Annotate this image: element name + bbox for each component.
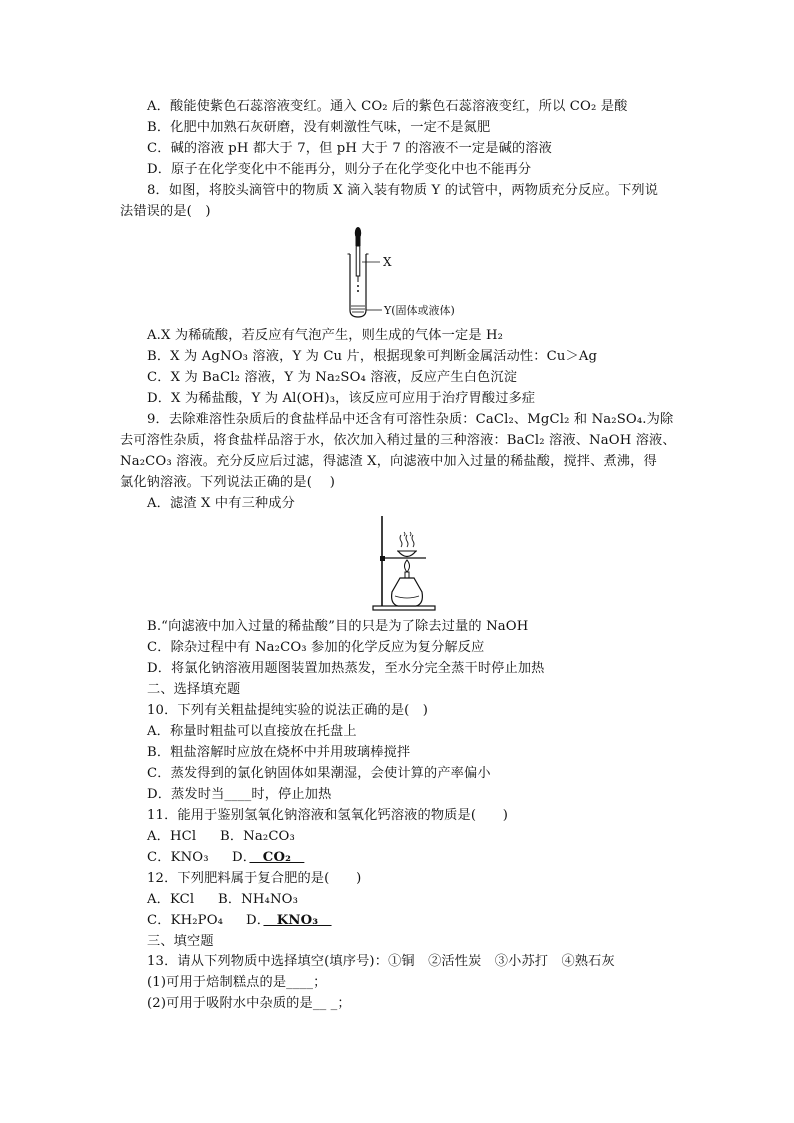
- q12-stem: 12．下列肥料属于复合肥的是( ): [147, 871, 362, 886]
- section-2-heading: 二、选择填充题: [147, 682, 241, 697]
- q7-option-c: C．碱的溶液 pH 都大于 7，但 pH 大于 7 的溶液不一定是碱的溶液: [147, 141, 552, 156]
- q11-stem: 11．能用于鉴别氢氧化钠溶液和氢氧化钙溶液的物质是( ): [147, 808, 509, 823]
- q9-stem-line1: 9．去除难溶性杂质后的食盐样品中还含有可溶性杂质：CaCl₂、MgCl₂ 和 Na₂SO₄.为除: [147, 412, 674, 427]
- q10-option-c: C．蒸发得到的氯化钠固体如果潮湿，会使计算的产率偏小: [147, 766, 491, 781]
- dropper-test-tube-figure: [340, 224, 490, 324]
- q8-option-a: A.X 为稀硫酸，若反应有气泡产生，则生成的气体一定是 H₂: [147, 328, 504, 343]
- q12-option-d: [246, 911, 332, 931]
- q12-option-a: A．KCl: [147, 892, 195, 907]
- q11-option-c: C．KNO₃: [147, 850, 209, 865]
- q12-option-b: B．NH₄NO₃: [218, 892, 299, 907]
- q11-option-a: A．HCl: [147, 829, 197, 844]
- q9-stem-line4: 氯化钠溶液。下列说法正确的是( ): [120, 475, 335, 490]
- q9-option-d: D．将氯化钠溶液用题图装置加热蒸发，至水分完全蒸干时停止加热: [147, 661, 545, 676]
- q13-sub-1: (1)可用于焙制糕点的是____；: [147, 975, 327, 990]
- q11-option-b: B．Na₂CO₃: [220, 829, 295, 844]
- q9-option-b: B.“向滤液中加入过量的稀盐酸”目的只是为了除去过量的 NaOH: [147, 619, 529, 634]
- q8-stem-line2: 法错误的是( ): [120, 204, 211, 219]
- q7-option-a: A．酸能使紫色石蕊溶液变红。通入 CO₂ 后的紫色石蕊溶液变红，所以 CO₂ 是酸: [147, 99, 628, 114]
- q12-answer: KNO₃: [263, 913, 332, 928]
- q13-sub-2: (2)可用于吸附水中杂质的是__ _；: [147, 996, 351, 1011]
- q12-option-d-prefix: D．: [246, 913, 264, 928]
- section-3-heading: 三、填空题: [147, 934, 214, 949]
- figure-label-y: Y(固体或液体): [384, 304, 455, 317]
- q11-option-d-prefix: D．: [232, 850, 250, 865]
- q8-stem-line1: 8．如图，将胶头滴管中的物质 X 滴入装有物质 Y 的试管中，两物质充分反应。下列说: [147, 183, 659, 198]
- q11-option-d: [232, 848, 304, 868]
- q10-option-d: D．蒸发时当____时，停止加热: [147, 787, 332, 802]
- q10-option-b: B．粗盐溶解时应放在烧杯中并用玻璃棒搅拌: [147, 745, 411, 760]
- q7-option-d: D．原子在化学变化中不能再分，则分子在化学变化中也不能再分: [147, 162, 532, 177]
- evaporation-apparatus-figure: [370, 514, 440, 614]
- q9-option-c: C．除杂过程中有 Na₂CO₃ 参加的化学反应为复分解反应: [147, 640, 485, 655]
- q8-option-c: C．X 为 BaCl₂ 溶液，Y 为 Na₂SO₄ 溶液，反应产生白色沉淀: [147, 370, 518, 385]
- q10-stem: 10．下列有关粗盐提纯实验的说法正确的是( ): [147, 703, 429, 718]
- q9-option-a: A．滤渣 X 中有三种成分: [147, 496, 295, 511]
- q10-option-a: A．称量时粗盐可以直接放在托盘上: [147, 724, 357, 739]
- q9-stem-line2: 去可溶性杂质，将食盐样品溶于水，依次加入稍过量的三种溶液：BaCl₂ 溶液、NaOH 溶液、: [120, 433, 676, 448]
- q11-answer: CO₂: [249, 850, 305, 865]
- q9-stem-line3: Na₂CO₃ 溶液。充分反应后过滤，得滤渣 X，向滤液中加入过量的稀盐酸，搅拌、煮沸，得: [120, 454, 657, 469]
- q12-option-c: C．KH₂PO₄: [147, 913, 224, 928]
- q7-option-b: B．化肥中加熟石灰研磨，没有刺激性气味，一定不是氮肥: [147, 120, 491, 135]
- q8-option-d: D．X 为稀盐酸，Y 为 Al(OH)₃，该反应可应用于治疗胃酸过多症: [147, 391, 536, 406]
- q8-option-b: B．X 为 AgNO₃ 溶液，Y 为 Cu 片，根据现象可判断金属活动性：Cu＞Ag: [147, 349, 598, 364]
- figure-label-x: X: [383, 255, 392, 269]
- q13-stem: 13．请从下列物质中选择填空(填序号)：①铜 ②活性炭 ③小苏打 ④熟石灰: [147, 954, 615, 969]
